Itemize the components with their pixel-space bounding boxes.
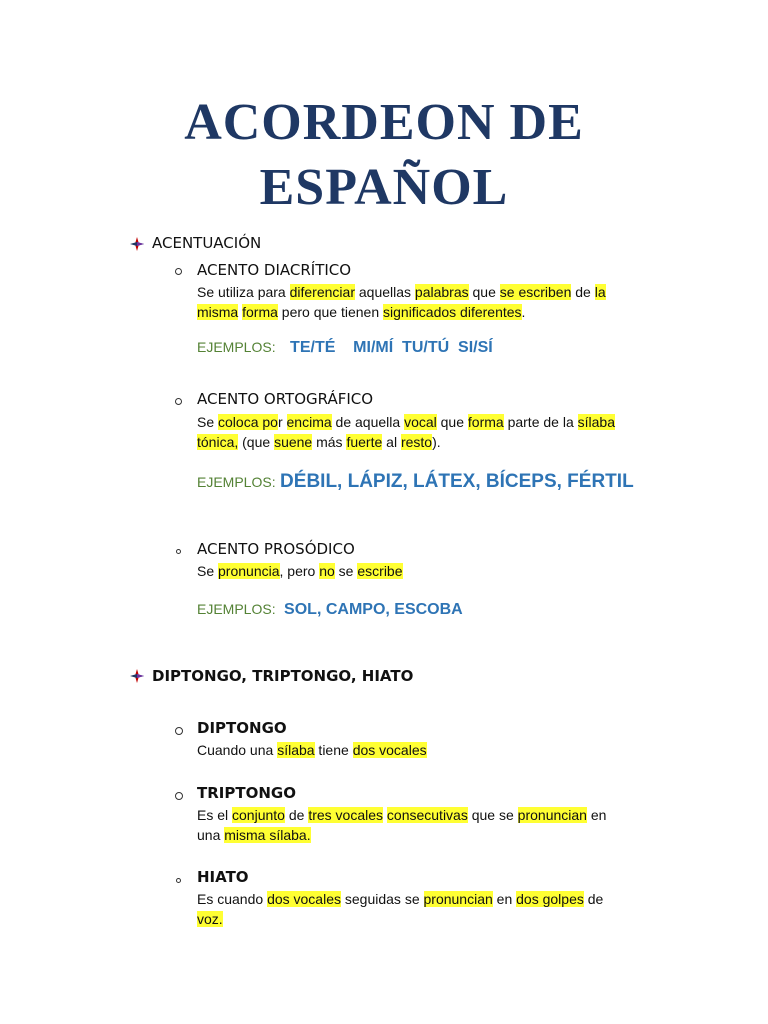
highlight: conjunto xyxy=(232,807,285,823)
highlight: misma xyxy=(197,304,239,320)
text: aquellas xyxy=(354,284,415,300)
text: Es cuando xyxy=(197,891,268,907)
examples-values: SOL, CAMPO, ESCOBA xyxy=(284,601,463,618)
examples-label: EJEMPLOS: xyxy=(197,474,276,490)
text: más xyxy=(312,434,347,450)
text: se xyxy=(334,563,358,579)
highlight: resto xyxy=(400,434,433,450)
highlight: forma xyxy=(467,414,504,430)
text: en xyxy=(492,891,517,907)
paragraph-hiato-line1 xyxy=(197,889,603,909)
highlight: dos vocales xyxy=(352,742,427,758)
highlight: vocal xyxy=(404,414,437,430)
text: parte de la xyxy=(503,414,578,430)
text: Cuando una xyxy=(197,742,278,758)
circle-bullet-icon xyxy=(176,549,181,554)
paragraph-diptongo-line1 xyxy=(197,740,427,760)
text: Se utiliza para xyxy=(197,284,290,300)
highlight: tres vocales xyxy=(308,807,384,823)
text: Se xyxy=(197,563,219,579)
text: de xyxy=(571,284,595,300)
highlight: palabras xyxy=(414,284,469,300)
examples-label: EJEMPLOS: xyxy=(197,339,276,355)
highlight: pronuncian xyxy=(423,891,493,907)
text: una xyxy=(197,827,225,843)
text: de xyxy=(284,807,309,823)
paragraph-hiato-line2 xyxy=(197,909,223,929)
highlight: pronuncia xyxy=(218,563,280,579)
text: pero que tienen xyxy=(277,304,384,320)
subheading-hiato: HIATO xyxy=(197,868,249,886)
document-title-line2: ESPAÑOL xyxy=(259,159,509,216)
text: Se xyxy=(197,414,219,430)
highlight: consecutivas xyxy=(386,807,468,823)
examples-prosodico xyxy=(197,601,463,619)
highlight: escribe xyxy=(357,563,403,579)
paragraph-triptongo-line1 xyxy=(197,805,606,825)
text: seguidas se xyxy=(341,891,424,907)
examples-values: DÉBIL, LÁPIZ, LÁTEX, BÍCEPS, FÉRTIL xyxy=(280,471,634,492)
text: en xyxy=(586,807,607,823)
examples-values: TE/TÉ MI/MÍ TU/TÚ SI/SÍ xyxy=(290,339,493,356)
text: de xyxy=(583,891,604,907)
highlight: se escriben xyxy=(499,284,572,300)
paragraph-ortografico-line1 xyxy=(197,412,615,432)
subheading-acento-prosodico: ACENTO PROSÓDICO xyxy=(197,540,355,558)
document-title-line1: ACORDEON DE xyxy=(184,94,584,151)
highlight: significados diferentes xyxy=(383,304,522,320)
circle-bullet-icon xyxy=(175,268,182,275)
text: . xyxy=(521,304,526,320)
paragraph-ortografico-line2 xyxy=(197,432,441,452)
section-heading-acentuacion: ACENTUACIÓN xyxy=(152,234,262,252)
arrow-bullet-icon xyxy=(129,668,145,684)
text: al xyxy=(382,434,401,450)
text: que xyxy=(468,284,500,300)
text: ). xyxy=(432,434,441,450)
highlight: diferenciar xyxy=(289,284,355,300)
circle-bullet-icon xyxy=(175,398,182,405)
highlight: no xyxy=(319,563,335,579)
highlight: la xyxy=(594,284,606,300)
text: (que xyxy=(238,434,275,450)
highlight: tónica, xyxy=(197,434,239,450)
highlight: dos golpes xyxy=(516,891,584,907)
subheading-diptongo: DIPTONGO xyxy=(197,719,287,737)
examples-ortografico xyxy=(197,471,634,493)
examples-diacritico xyxy=(197,339,493,357)
highlight: misma sílaba. xyxy=(224,827,311,843)
circle-bullet-icon xyxy=(176,878,181,883)
highlight: pronuncian xyxy=(517,807,587,823)
circle-bullet-icon xyxy=(175,792,183,800)
text: tiene xyxy=(314,742,353,758)
text: de aquella xyxy=(331,414,405,430)
paragraph-triptongo-line2 xyxy=(197,825,311,845)
text: que xyxy=(436,414,468,430)
arrow-bullet-icon xyxy=(129,236,145,252)
highlight: forma xyxy=(242,304,278,320)
subheading-triptongo: TRIPTONGO xyxy=(197,784,296,802)
circle-bullet-icon xyxy=(175,727,183,735)
highlight: suene xyxy=(274,434,313,450)
highlight: coloca po xyxy=(218,414,278,430)
section-heading-diptongo-triptongo-hiato: DIPTONGO, TRIPTONGO, HIATO xyxy=(152,667,414,685)
paragraph-diacritico-line2 xyxy=(197,302,525,322)
examples-label: EJEMPLOS: xyxy=(197,601,276,617)
highlight: dos vocales xyxy=(267,891,341,907)
highlight: voz. xyxy=(197,911,223,927)
subheading-acento-ortografico: ACENTO ORTOGRÁFICO xyxy=(197,390,374,408)
paragraph-diacritico-line1 xyxy=(197,282,606,302)
highlight: sílaba xyxy=(577,414,615,430)
paragraph-prosodico-line1 xyxy=(197,561,403,581)
text: Es el xyxy=(197,807,233,823)
highlight: encima xyxy=(286,414,332,430)
highlight: fuerte xyxy=(346,434,383,450)
highlight: sílaba xyxy=(277,742,315,758)
subheading-acento-diacritico: ACENTO DIACRÍTICO xyxy=(197,261,352,279)
text: , pero xyxy=(279,563,320,579)
text: r xyxy=(277,414,287,430)
text: que se xyxy=(467,807,518,823)
